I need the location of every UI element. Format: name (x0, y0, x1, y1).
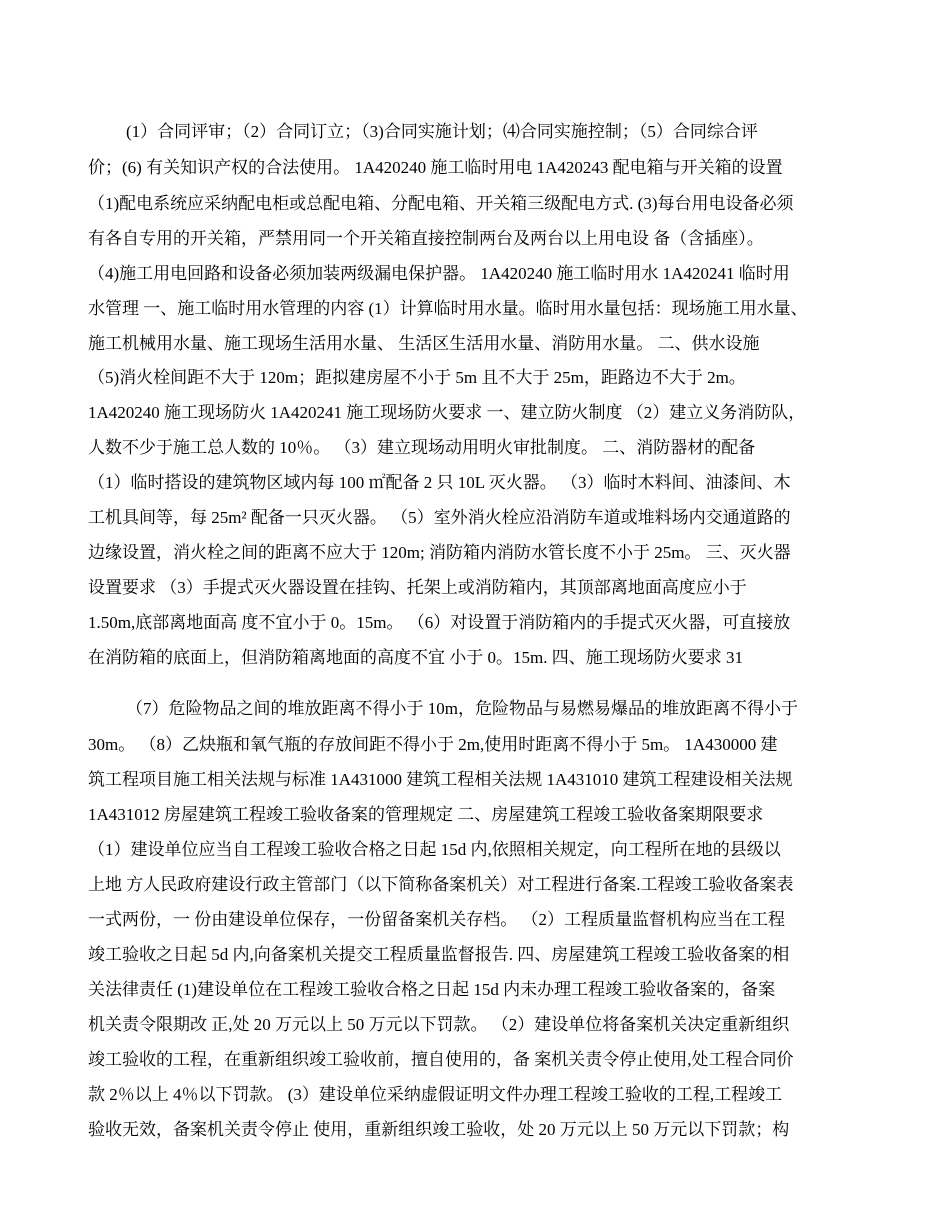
text-line: 1A420240 施工现场防火 1A420241 施工现场防火要求 一、建立防火制度 （2）建立义务消防队， (88, 403, 806, 422)
text-line: 竣工验收之日起 5d 内,向备案机关提交工程质量监督报告. 四、房屋建筑工程竣工验收备案的相 (88, 945, 790, 964)
text-line: 关法律责任 (1)建设单位在工程竣工验收合格之日起 15d 内未办理工程竣工验收备案的，备案 (88, 980, 776, 999)
text-line: （1）建设单位应当自工程竣工验收合格之日起 15d 内,依照相关规定，向工程所在地的县级以 (88, 840, 781, 859)
text-line: 一式两份，一 份由建设单位保存，一份留备案机关存档。 （2）工程质量监督机构应当在工程 (88, 910, 785, 929)
text-line: 人数不少于施工总人数的 10％。 （3）建立现场动用明火审批制度。 二、消防器材的配备 (88, 438, 756, 457)
text-line: （1）临时搭设的建筑物区域内每 100 ㎡配备 2 只 10L 灭火器。 （3）临时木料间、油漆间、木 (88, 473, 791, 492)
text-line: 施工机械用水量、施工现场生活用水量、 生活区生活用水量、消防用水量。 二、供水设施 (88, 334, 760, 353)
text-line: 在消防箱的底面上，但消防箱离地面的高度不宜 小于 0。15m. 四、施工现场防火要求 31 (88, 648, 743, 667)
text-line: 工机具间等，每 25m² 配备一只灭火器。 （5）室外消火栓应沿消防车道或堆料场内交通道路的 (88, 508, 791, 527)
text-line: 款 2％以上 4％以下罚款。 (3）建设单位采纳虚假证明文件办理工程竣工验收的工程,工程竣工 (88, 1085, 783, 1104)
text-line: 上地 方人民政府建设行政主管部门（以下简称备案机关）对工程进行备案.工程竣工验收备案表 (88, 875, 794, 894)
text-line: （1)配电系统应采纳配电柜或总配电箱、分配电箱、开关箱三级配电方式. (3)每台用电设备必须 (88, 194, 794, 213)
text-line: （5)消火栓间距不大于 120m；距拟建房屋不小于 5m 且不大于 25m，距路边不大于 2m。 (88, 368, 746, 387)
text-line: 有各自专用的开关箱，严禁用同一个开关箱直接控制两台及两台以上用电设 备（含插座）。 (88, 229, 764, 248)
text-line: 边缘设置，消火栓之间的距离不应大于 120m; 消防箱内消防水管长度不小于 25m。 三、灭火器 (88, 543, 791, 562)
text-line: 1.50m,底部离地面高 度不宜小于 0。15m。 （6）对设置于消防箱内的手提式灭火器，可直接放 (88, 613, 791, 632)
text-line: （4)施工用电回路和设备必须加装两级漏电保护器。 1A420240 施工临时用水 1A420241 临时用 (88, 264, 790, 283)
text-line: 价；(6) 有关知识产权的合法使用。 1A420240 施工临时用电 1A420243 配电箱与开关箱的设置 (88, 158, 783, 177)
text-line: 30m。 （8）乙炔瓶和氧气瓶的存放间距不得小于 2m,使用时距离不得小于 5m。 1A430000 建 (88, 735, 778, 754)
text-line: 筑工程项目施工相关法规与标准 1A431000 建筑工程相关法规 1A431010 建筑工程建设相关法规 (88, 770, 793, 789)
text-line: 机关责令限期改 正,处 20 万元以上 50 万元以下罚款。 （2）建设单位将备案机关决定重新组织 (88, 1015, 790, 1034)
text-line: 设置要求 （3）手提式灭火器设置在挂钩、托架上或消防箱内，其顶部离地面高度应小于 (88, 578, 747, 597)
text-line: 1A431012 房屋建筑工程竣工验收备案的管理规定 二、房屋建筑工程竣工验收备案期限要求 (88, 805, 764, 824)
text-line: 验收无效，备案机关责令停止 使用，重新组织竣工验收，处 20 万元以上 50 万元以下罚款；构 (88, 1120, 790, 1139)
text-line: 竣工验收的工程，在重新组织竣工验收前，擅自使用的，备 案机关责令停止使用,处工程合同价 (88, 1050, 794, 1069)
text-line: 水管理 一、施工临时用水管理的内容 (1）计算临时用水量。临时用水量包括：现场施工用水量、 (88, 299, 808, 318)
text-line: (1）合同评审；（2）合同订立；（3)合同实施计划；⑷合同实施控制；（5）合同综合评 (126, 122, 758, 141)
text-line: （7）危险物品之间的堆放距离不得小于 10m，危险物品与易燃易爆品的堆放距离不得小于 (126, 699, 798, 718)
